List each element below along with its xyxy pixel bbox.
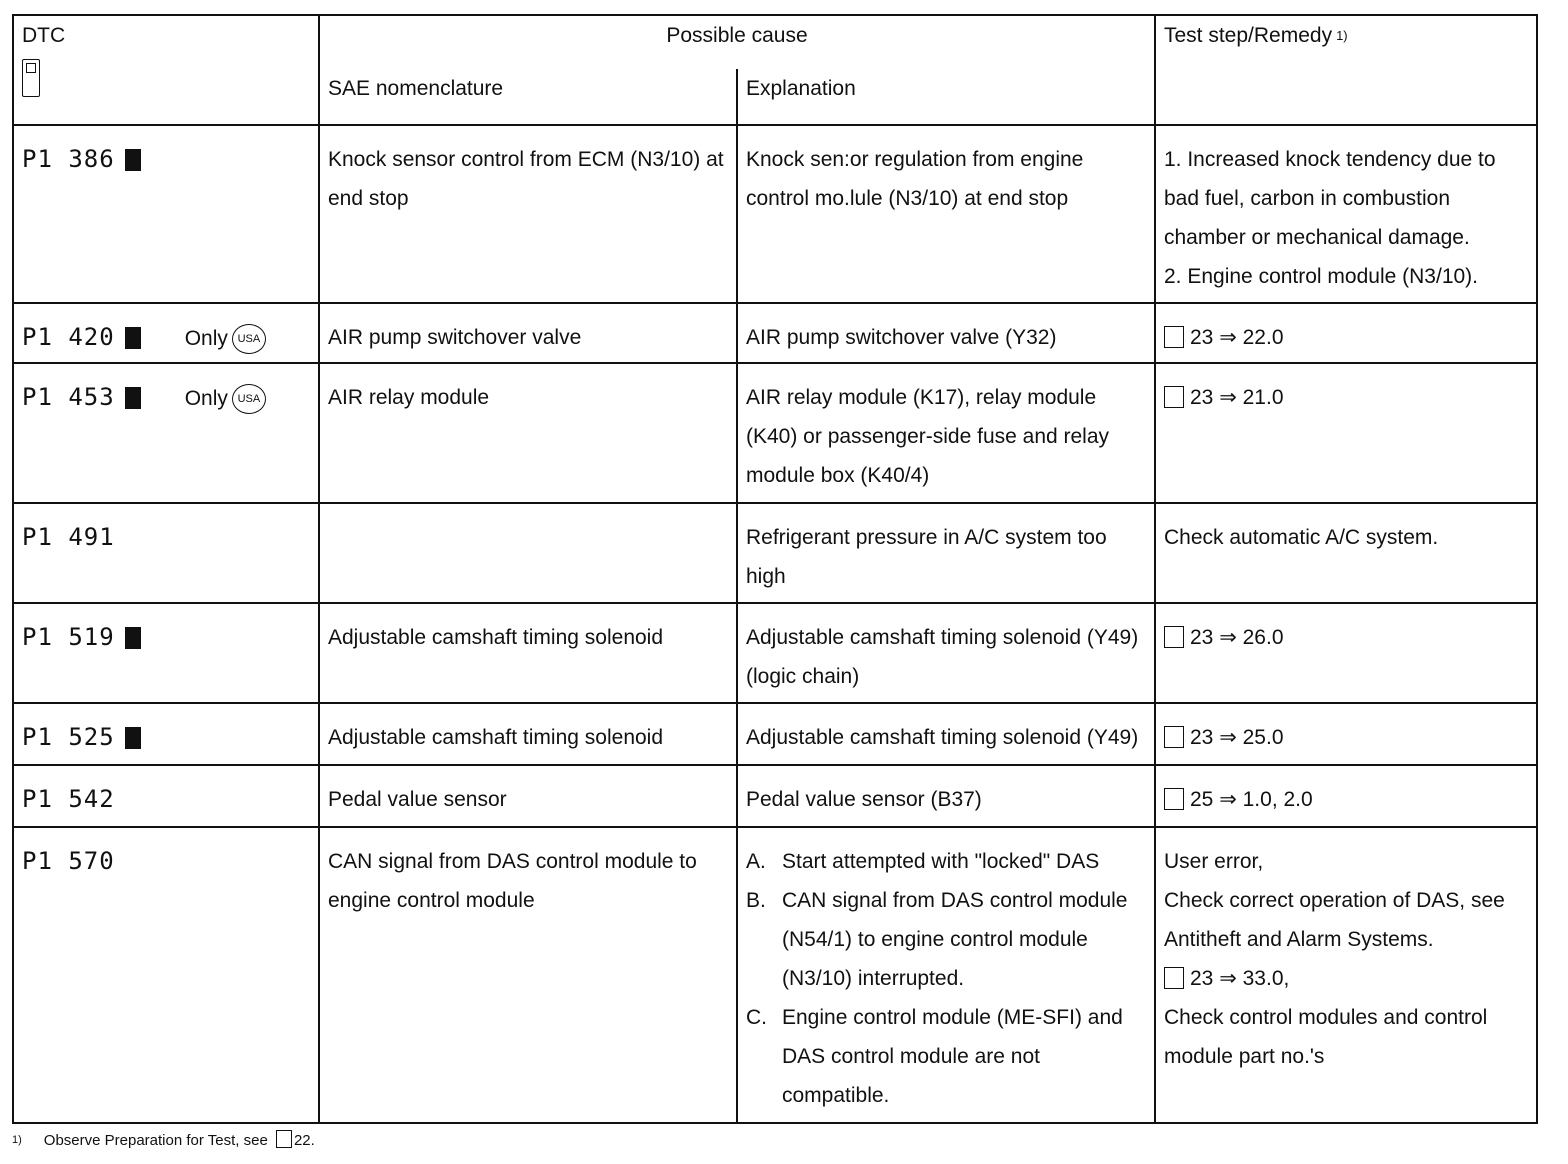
- header-row: [13, 15, 1537, 69]
- list-item: [746, 881, 1146, 998]
- remedy-text: Check automatic A/C system.: [1164, 526, 1439, 549]
- sae-cell: [319, 303, 737, 363]
- dtc-code-cell: [13, 125, 319, 303]
- dtc-code-cell: [13, 827, 319, 1123]
- explanation-list: [746, 842, 1146, 1115]
- remedy-line: 2. Engine control module (N3/10).: [1164, 265, 1479, 288]
- dtc-code-cell: [13, 765, 319, 827]
- page-reference-square-icon: [1164, 726, 1184, 748]
- list-text: CAN signal from DAS control module (N54/1) to engine control module (N3/10) interrupted.: [782, 889, 1128, 990]
- black-square-marker: [125, 387, 141, 409]
- dtc-rows: [13, 125, 1537, 1123]
- list-letter: C.: [746, 1006, 767, 1029]
- list-letter: B.: [746, 889, 766, 912]
- remedy-cell: [1155, 125, 1537, 303]
- black-square-marker: [125, 727, 141, 749]
- list-text: Start attempted with "locked" DAS: [782, 850, 1100, 873]
- explanation-text: AIR relay module (K17), relay module (K40) or passenger-side fuse and relay module box (K40/4): [746, 386, 1110, 487]
- table-row: [13, 703, 1537, 765]
- remedy-ref: 25 ⇒ 1.0, 2.0: [1190, 788, 1313, 811]
- remedy-ref: 23 ⇒ 25.0: [1190, 726, 1284, 749]
- possible-cause-header: Possible cause: [319, 15, 1155, 69]
- remedy-cell: [1155, 363, 1537, 503]
- remedy-cell: [1155, 827, 1537, 1123]
- dtc-code: P1 542: [22, 785, 115, 813]
- list-text: Engine control module (ME-SFI) and DAS control module are not compatible.: [782, 1006, 1123, 1107]
- list-item: [746, 842, 1146, 881]
- page-reference-square-icon: [276, 1130, 292, 1148]
- footnote-ref: 1): [1336, 28, 1348, 43]
- explanation-cell: [737, 827, 1155, 1123]
- test-step-header-cell: [1155, 15, 1537, 125]
- footnote-text: Observe Preparation for Test, see: [43, 1132, 268, 1149]
- only-label: Only: [184, 387, 228, 410]
- table-row: [13, 363, 1537, 503]
- footnote-mark: 1): [12, 1134, 22, 1146]
- sae-text: Pedal value sensor: [328, 788, 507, 811]
- dtc-code-cell: [13, 703, 319, 765]
- dtc-code-cell: [13, 503, 319, 603]
- sae-text: AIR pump switchover valve: [328, 326, 582, 349]
- dtc-code: P1 453: [22, 383, 115, 411]
- footnote: [12, 1130, 315, 1151]
- explanation-text: Knock sen:or regulation from engine control mo.lule (N3/10) at end stop: [746, 148, 1084, 210]
- explanation-cell: [737, 503, 1155, 603]
- dtc-code-cell: [13, 363, 319, 503]
- table-row: [13, 125, 1537, 303]
- remedy-ref: 23 ⇒ 26.0: [1190, 626, 1284, 649]
- remedy-ref: 23 ⇒ 33.0,: [1190, 967, 1290, 990]
- remedy-ref: 23 ⇒ 22.0: [1190, 326, 1284, 349]
- remedy-line: 1. Increased knock tendency due to bad fuel, carbon in combustion chamber or mechanical damage.: [1164, 148, 1496, 249]
- table-row: [13, 827, 1537, 1123]
- sae-text: Adjustable camshaft timing solenoid: [328, 726, 664, 749]
- dtc-code: P1 519: [22, 623, 115, 651]
- remedy-line: Check control modules and control module part no.'s: [1164, 1006, 1488, 1068]
- list-item: [746, 998, 1146, 1115]
- table-row: [13, 765, 1537, 827]
- only-label: Only: [184, 327, 228, 350]
- table-row: [13, 603, 1537, 703]
- explanation-cell: [737, 603, 1155, 703]
- dtc-code: P1 386: [22, 145, 115, 173]
- remedy-line: User error,: [1164, 850, 1264, 873]
- explanation-header: Explanation: [737, 69, 1155, 125]
- sae-cell: [319, 603, 737, 703]
- dtc-table: [12, 14, 1538, 1124]
- explanation-text: Refrigerant pressure in A/C system too high: [746, 526, 1107, 588]
- usa-circle-badge: USA: [232, 384, 266, 414]
- explanation-cell: [737, 363, 1155, 503]
- page-reference-square-icon: [1164, 386, 1184, 408]
- table-row: [13, 503, 1537, 603]
- sae-cell: [319, 363, 737, 503]
- hand-held-tester-icon: [22, 59, 40, 97]
- sae-text: Knock sensor control from ECM (N3/10) at end stop: [328, 148, 724, 210]
- sae-cell: [319, 765, 737, 827]
- usa-circle-badge: USA: [232, 324, 266, 354]
- sae-cell: [319, 503, 737, 603]
- remedy-cell: [1155, 765, 1537, 827]
- dtc-code-cell: [13, 303, 319, 363]
- page-reference-square-icon: [1164, 326, 1184, 348]
- sae-text: Adjustable camshaft timing solenoid: [328, 626, 664, 649]
- explanation-text: Pedal value sensor (B37): [746, 788, 982, 811]
- black-square-marker: [125, 149, 141, 171]
- dtc-code: P1 570: [22, 847, 115, 875]
- dtc-code-cell: [13, 603, 319, 703]
- remedy-cell: [1155, 303, 1537, 363]
- remedy-cell: [1155, 503, 1537, 603]
- explanation-text: Adjustable camshaft timing solenoid (Y49): [746, 726, 1139, 749]
- list-letter: A.: [746, 850, 766, 873]
- page-reference-square-icon: [1164, 967, 1184, 989]
- dtc-code: P1 525: [22, 723, 115, 751]
- dtc-code: P1 420: [22, 323, 115, 351]
- test-step-header: Test step/Remedy: [1164, 24, 1333, 47]
- remedy-cell: [1155, 603, 1537, 703]
- footnote-ref-value: 22.: [293, 1132, 315, 1149]
- page-reference-square-icon: [1164, 788, 1184, 810]
- sae-cell: [319, 703, 737, 765]
- page-reference-square-icon: [1164, 626, 1184, 648]
- explanation-cell: [737, 703, 1155, 765]
- explanation-cell: [737, 125, 1155, 303]
- dtc-header-cell: [13, 15, 319, 125]
- explanation-text: Adjustable camshaft timing solenoid (Y49) (logic chain): [746, 626, 1139, 688]
- remedy-ref: 23 ⇒ 21.0: [1190, 386, 1284, 409]
- remedy-line: Check correct operation of DAS, see Antitheft and Alarm Systems.: [1164, 889, 1505, 951]
- table-row: [13, 303, 1537, 363]
- dtc-document: [12, 14, 1536, 1124]
- sae-text: CAN signal from DAS control module to engine control module: [328, 850, 697, 912]
- explanation-text: AIR pump switchover valve (Y32): [746, 326, 1057, 349]
- remedy-cell: [1155, 703, 1537, 765]
- sae-cell: [319, 125, 737, 303]
- black-square-marker: [125, 327, 141, 349]
- dtc-code: P1 491: [22, 523, 115, 551]
- explanation-cell: [737, 765, 1155, 827]
- black-square-marker: [125, 627, 141, 649]
- sae-cell: [319, 827, 737, 1123]
- sae-nomenclature-header: SAE nomenclature: [319, 69, 737, 125]
- remedy-ref-line: [1164, 959, 1528, 998]
- sae-text: AIR relay module: [328, 386, 490, 409]
- dtc-header: DTC: [22, 24, 66, 47]
- explanation-cell: [737, 303, 1155, 363]
